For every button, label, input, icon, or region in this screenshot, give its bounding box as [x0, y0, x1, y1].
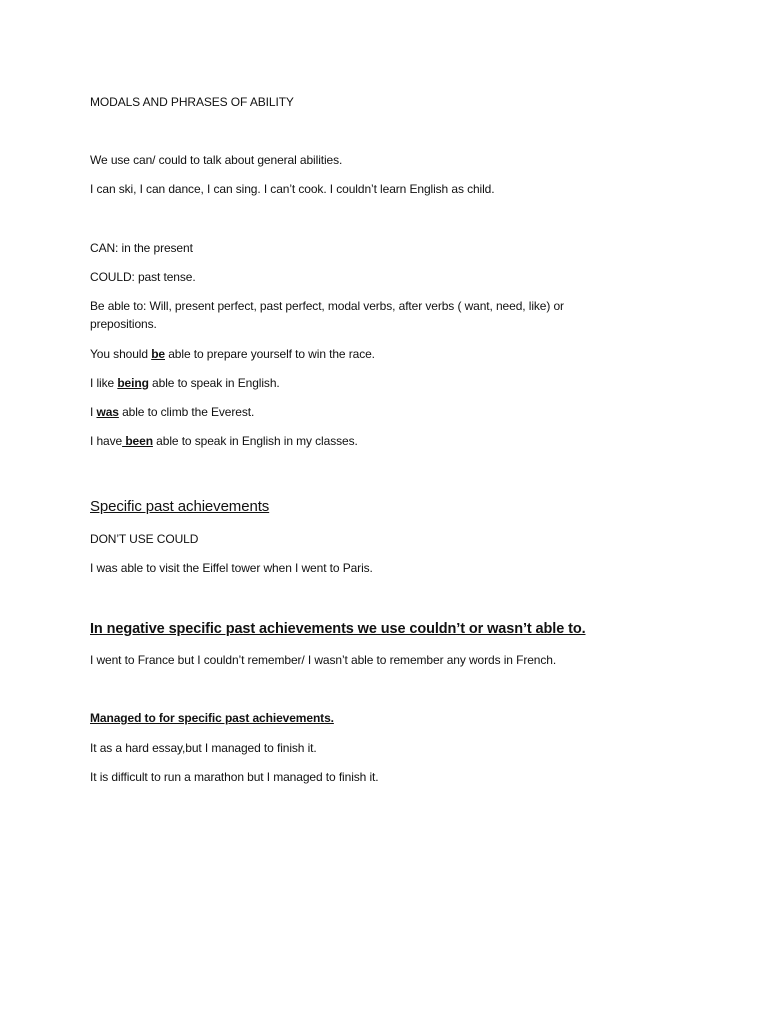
example-1-post: able to prepare yourself to win the race.	[165, 347, 375, 361]
example-2	[90, 374, 280, 392]
managed-example-1: It as a hard essay,but I managed to finish it.	[90, 741, 317, 755]
example-3-key: was	[96, 405, 119, 419]
example-3-post: able to climb the Everest.	[118, 405, 255, 419]
example-1	[90, 345, 375, 363]
page-title: MODALS AND PHRASES OF ABILITY	[90, 95, 294, 109]
example-3-pre: I	[90, 405, 97, 419]
example-2-pre: I like	[90, 376, 118, 390]
negative-example: I went to France but I couldn’t remember/ I wasn’t able to remember any words in French.	[90, 653, 557, 667]
intro-line-1: We use can/ could to talk about general abilities.	[90, 153, 343, 167]
rule-be-able-text: Will, present perfect, past perfect, modal verbs, after verbs ( want, need, like) or prepositions.	[90, 299, 564, 331]
example-4-pre: I have	[90, 434, 123, 448]
example-1-pre: You should	[90, 347, 152, 361]
example-2-post: able to speak in English.	[148, 376, 280, 390]
managed-example-2: It is difficult to run a marathon but I managed to finish it.	[90, 770, 379, 784]
example-4-key: been	[122, 434, 153, 448]
rule-could: COULD: past tense.	[90, 270, 196, 284]
specific-heading: Specific past achievements	[90, 498, 270, 515]
specific-note: DON’T USE COULD	[90, 532, 199, 546]
rule-be-able	[90, 297, 630, 333]
managed-heading: Managed to for specific past achievements.	[90, 711, 334, 725]
example-4-post: able to speak in English in my classes.	[152, 434, 358, 448]
negative-heading: In negative specific past achievements we use couldn’t or wasn’t able to.	[90, 621, 586, 637]
example-3	[90, 403, 254, 421]
example-4	[90, 432, 358, 450]
rule-be-able-label: Be able to:	[90, 299, 147, 313]
example-2-key: being	[117, 376, 149, 390]
rule-can: CAN: in the present	[90, 241, 193, 255]
specific-example: I was able to visit the Eiffel tower when I went to Paris.	[90, 561, 373, 575]
intro-line-2: I can ski, I can dance, I can sing. I can’t cook. I couldn’t learn English as child.	[90, 182, 495, 196]
example-1-key: be	[151, 347, 165, 361]
